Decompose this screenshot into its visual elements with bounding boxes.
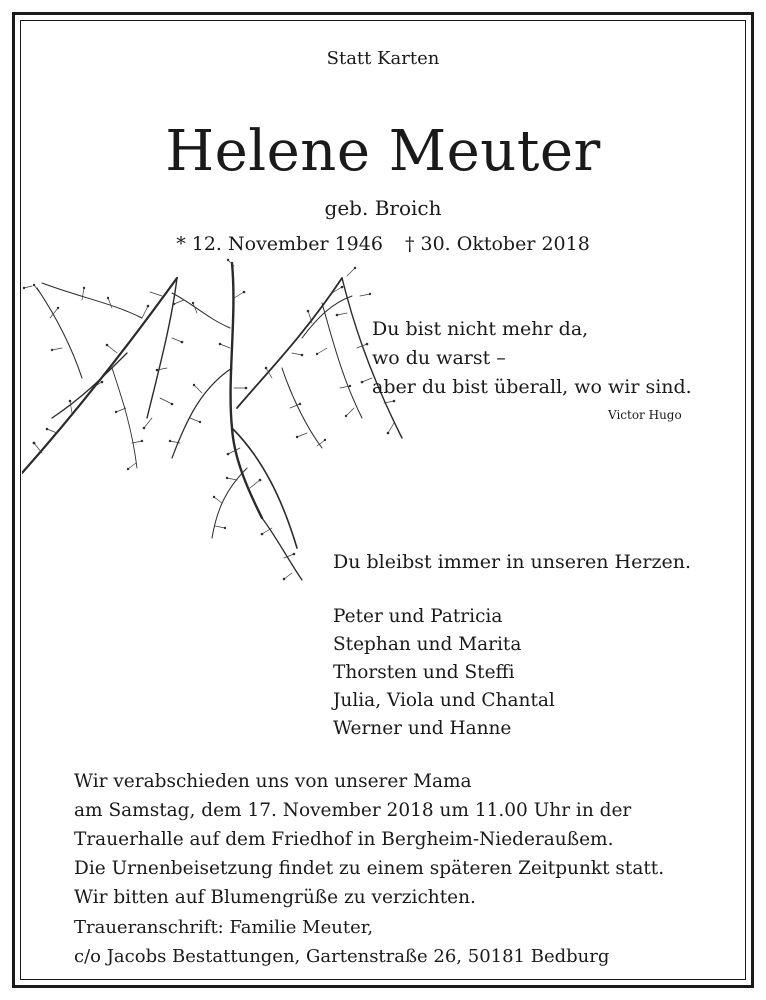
deceased-name: Helene Meuter: [165, 119, 601, 184]
service-line: Die Urnenbeisetzung findet zu einem späteren Zeitpunkt statt.: [74, 858, 665, 879]
family-member: Peter und Patricia: [333, 606, 503, 627]
branches-illustration: [22, 258, 412, 588]
quote-author: Victor Hugo: [608, 408, 682, 422]
header-statt-karten: Statt Karten: [326, 48, 440, 69]
service-line: am Samstag, dem 17. November 2018 um 11.00 Uhr in der: [74, 800, 632, 821]
quote-line: Du bist nicht mehr da,: [372, 318, 589, 340]
life-dates: [0, 233, 766, 255]
service-line: Trauerhalle auf dem Friedhof in Bergheim-Niederaußem.: [74, 829, 614, 850]
mourning-address-line: c/o Jacobs Bestattungen, Gartenstraße 26, 50181 Bedburg: [74, 946, 610, 967]
death-date: † 30. Oktober 2018: [404, 233, 590, 255]
family-member: Werner und Hanne: [333, 718, 512, 739]
family-member: Stephan und Marita: [333, 634, 522, 655]
quote-line: wo du warst –: [372, 347, 506, 369]
family-member: Thorsten und Steffi: [333, 662, 515, 683]
birth-date: * 12. November 1946: [176, 233, 383, 255]
closing-line: Du bleibst immer in unseren Herzen.: [333, 551, 691, 573]
quote-line: aber du bist überall, wo wir sind.: [372, 376, 692, 398]
service-line: Wir bitten auf Blumengrüße zu verzichten.: [74, 887, 476, 908]
maiden-name: geb. Broich: [324, 196, 442, 220]
service-line: Wir verabschieden uns von unserer Mama: [74, 771, 472, 792]
mourning-address-line: Traueranschrift: Familie Meuter,: [74, 917, 374, 938]
family-member: Julia, Viola und Chantal: [333, 690, 555, 711]
